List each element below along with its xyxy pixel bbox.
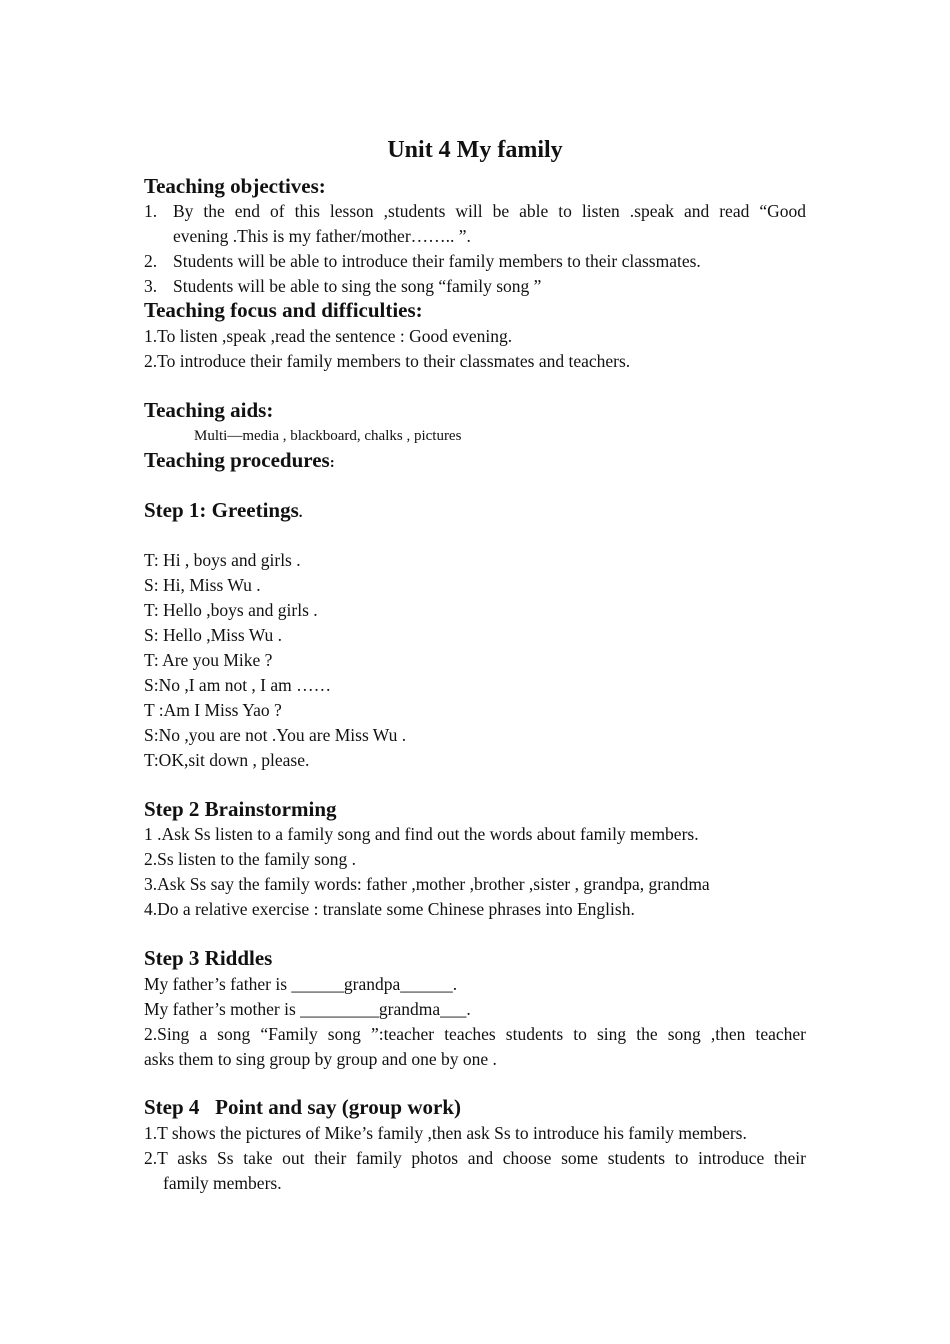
objective-3-text: Students will be able to sing the song “family song ”	[173, 276, 542, 296]
step2-item: 4.Do a relative exercise : translate some Chinese phrases into English.	[144, 899, 635, 919]
aids-text: Multi—media , blackboard, chalks , pictures	[194, 428, 462, 444]
dialogue-line: T: Hi , boys and girls .	[144, 550, 301, 570]
step2-item: 2.Ss listen to the family song .	[144, 849, 356, 869]
dialogue-line: S: Hi, Miss Wu .	[144, 575, 261, 595]
objective-2-text: Students will be able to introduce their family members to their classmates.	[173, 251, 701, 271]
dialogue-line: S:No ,you are not .You are Miss Wu .	[144, 725, 407, 745]
procedures-heading: Teaching procedures:	[144, 448, 335, 472]
step3-heading: Step 3 Riddles	[144, 946, 273, 970]
riddle-line: My father’s mother is _________grandma___.	[144, 999, 471, 1019]
dialogue-line: T :Am I Miss Yao ?	[144, 700, 282, 720]
step4-item-2-line2: family members.	[163, 1173, 282, 1193]
riddle-line: My father’s father is ______grandpa______.	[144, 974, 458, 994]
focus-item-2: 2.To introduce their family members to their classmates and teachers.	[144, 351, 631, 371]
objective-1-number: 1.	[144, 201, 158, 221]
objective-1-line1: By the end of this lesson ,students will be able to listen .speak and read “Good	[173, 201, 806, 221]
step1-heading: Step 1: Greetings.	[144, 498, 303, 522]
step3-paragraph-line1: 2.Sing a song “Family song ”:teacher teaches students to sing the song ,then teacher	[144, 1024, 806, 1044]
dialogue-line: T: Hello ,boys and girls .	[144, 600, 318, 620]
step3-paragraph-line2: asks them to sing group by group and one by one .	[144, 1049, 497, 1069]
dialogue-line: S: Hello ,Miss Wu .	[144, 625, 283, 645]
dialogue-line: T:OK,sit down , please.	[144, 750, 310, 770]
objectives-heading: Teaching objectives:	[144, 174, 326, 198]
step2-item: 1 .Ask Ss listen to a family song and find out the words about family members.	[144, 824, 699, 844]
step2-item: 3.Ask Ss say the family words: father ,mother ,brother ,sister , grandpa, grandma	[144, 874, 710, 894]
step2-heading: Step 2 Brainstorming	[144, 797, 337, 821]
objective-3-number: 3.	[144, 276, 158, 296]
step4-heading: Step 4 Point and say (group work)	[144, 1095, 461, 1119]
objective-2-number: 2.	[144, 251, 158, 271]
focus-heading: Teaching focus and difficulties:	[144, 298, 423, 322]
step4-item-2-line1: 2.T asks Ss take out their family photos and choose some students to introduce their	[144, 1148, 806, 1168]
dialogue-line: T: Are you Mike ?	[144, 650, 273, 670]
step4-item-1: 1.T shows the pictures of Mike’s family ,then ask Ss to introduce his family members.	[144, 1123, 747, 1143]
focus-item-1: 1.To listen ,speak ,read the sentence : Good evening.	[144, 326, 513, 346]
objective-1-line2: evening .This is my father/mother…….. ”.	[173, 226, 471, 246]
aids-heading: Teaching aids:	[144, 398, 274, 422]
document-title: Unit 4 My family	[387, 137, 563, 163]
dialogue-line: S:No ,I am not , I am ……	[144, 675, 332, 695]
